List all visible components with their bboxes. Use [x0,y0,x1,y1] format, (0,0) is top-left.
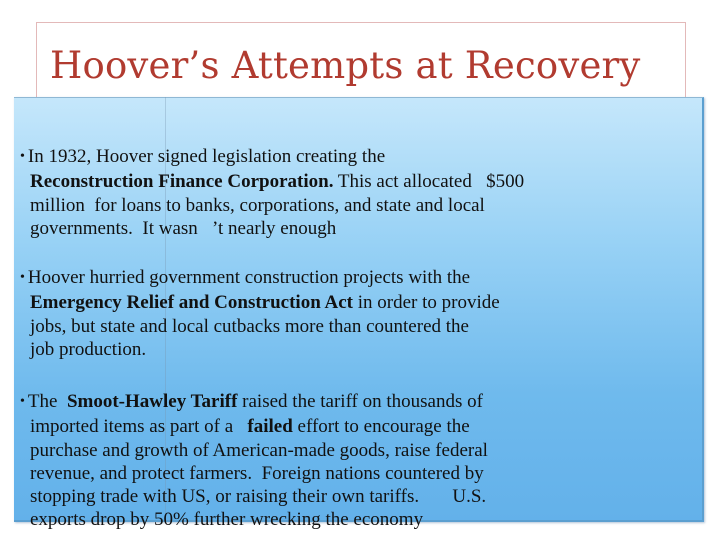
bold-term-erca: Emergency Relief and Construction Act [30,292,353,314]
bullet-line [20,415,488,438]
bold-term-failed: failed [247,416,293,438]
bullet-rfc [20,145,524,240]
bullet-line [20,266,500,291]
bullet-line: governments. It wasn ’t nearly enough [30,217,337,239]
bullet-line: purchase and growth of American-made goods, raise federal [30,439,488,461]
bullet-line [20,291,500,314]
bullet-dot-icon: • [20,270,25,285]
bullet-erca [20,266,500,361]
bullet-line: exports drop by 50% further wrecking the economy [30,509,424,531]
bullet-line: revenue, and protect farmers. Foreign nations countered by [30,462,484,484]
bullet-line: job production. [30,338,147,360]
bold-term-rfc: Reconstruction Finance Corporation. [30,171,334,193]
bullet-line [20,170,524,193]
bullet-text: This act allocated $500 [333,171,525,193]
bullet-line: million for loans to banks, corporations, and state and local [30,194,485,216]
bold-term-smoot-hawley: Smoot-Hawley Tariff [66,391,238,412]
bullet-dot-icon: • [20,149,25,164]
bullet-line: stopping trade with US, or raising their own tariffs. U.S. [30,486,487,508]
slide-title: Hoover’s Attempts at Recovery [50,44,641,87]
bullet-text: Hoover hurried government construction projects with the [27,267,471,288]
bullet-text: imported items as part of a [30,416,248,438]
bullet-text: The [27,391,67,412]
bullet-smoot-hawley [20,390,488,532]
bullet-text: In 1932, Hoover signed legislation creating the [27,146,386,167]
bullet-text: raised the tariff on thousands of [237,391,483,412]
bullet-text: in order to provide [352,292,500,314]
bullet-line: jobs, but state and local cutbacks more than countered the [30,315,469,337]
bullet-line [20,390,488,415]
bullet-text: effort to encourage the [292,416,470,438]
bullet-dot-icon: • [20,394,25,409]
bullet-line [20,145,524,170]
